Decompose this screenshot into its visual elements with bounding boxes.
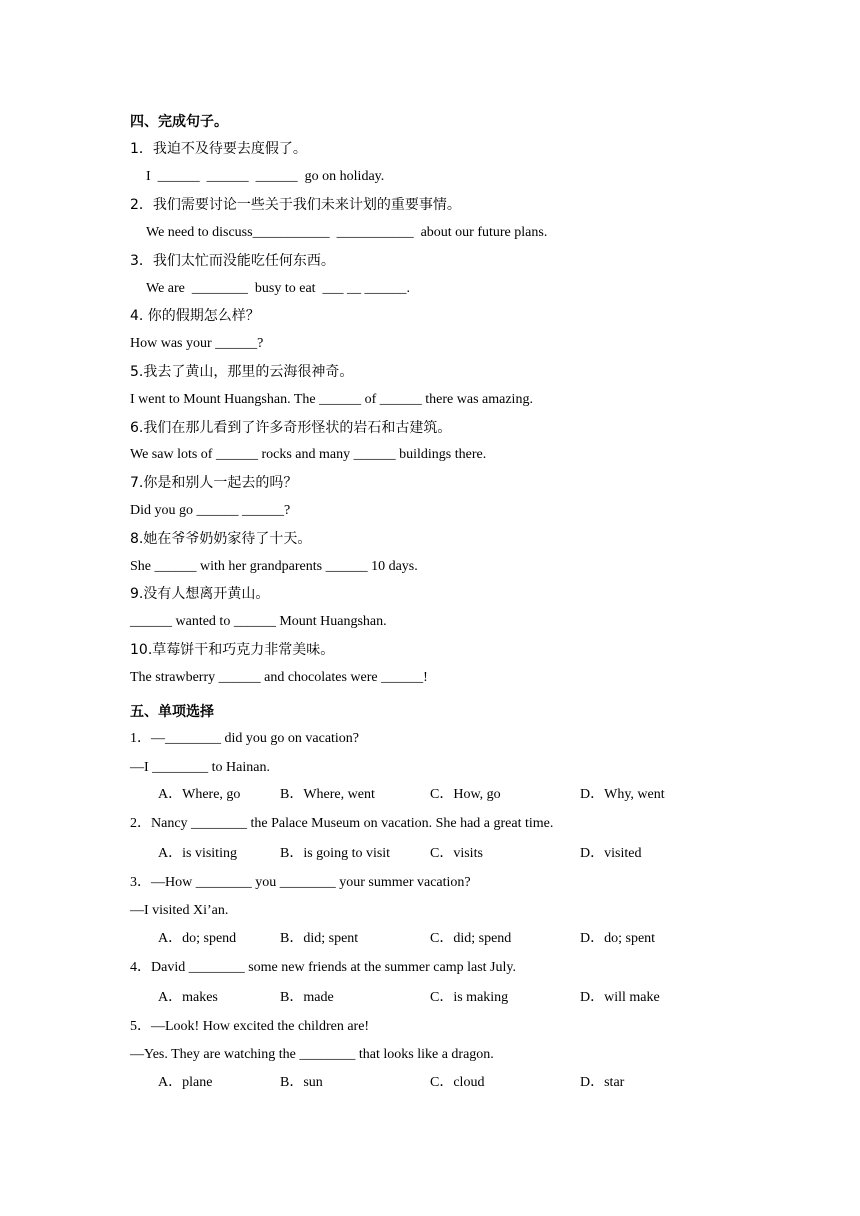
q1-stem: 1．—________ did you go on vacation? bbox=[130, 731, 360, 746]
q2-stem: 2．Nancy ________ the Palace Museum on vacation. She had a great time. bbox=[130, 816, 554, 831]
q3-stem-2: —I visited Xi’an. bbox=[130, 903, 229, 918]
s4-item-5-english: I went to Mount Huangshan. The ______ of ______ there was amazing. bbox=[130, 392, 533, 407]
s4-item-9-english: ______ wanted to ______ Mount Huangshan. bbox=[130, 614, 387, 629]
q4-option-b[interactable]: B．made bbox=[280, 990, 334, 1005]
s4-item-3-chinese: 3．我们太忙而没能吃任何东西。 bbox=[130, 253, 335, 269]
s4-item-5-chinese: 5.我去了黄山，那里的云海很神奇。 bbox=[130, 364, 354, 380]
s4-item-8-chinese: 8.她在爷爷奶奶家待了十天。 bbox=[130, 531, 312, 547]
q4-option-a[interactable]: A．makes bbox=[158, 990, 218, 1005]
q5-option-a[interactable]: A．plane bbox=[158, 1075, 213, 1090]
q5-option-d[interactable]: D．star bbox=[580, 1075, 625, 1090]
q2-option-b[interactable]: B．is going to visit bbox=[280, 846, 391, 861]
q5-option-c[interactable]: C．cloud bbox=[430, 1075, 485, 1090]
q1-stem-2: —I ________ to Hainan. bbox=[130, 760, 270, 775]
s4-item-2-english: We need to discuss___________ ___________ about our future plans. bbox=[146, 225, 548, 240]
s4-item-4-chinese: 4. 你的假期怎么样？ bbox=[130, 308, 260, 324]
q3-option-d[interactable]: D．do; spent bbox=[580, 931, 656, 946]
q3-option-a[interactable]: A．do; spend bbox=[158, 931, 237, 946]
s4-item-6-chinese: 6.我们在那儿看到了许多奇形怪状的岩石和古建筑。 bbox=[130, 420, 452, 436]
q4-option-c[interactable]: C．is making bbox=[430, 990, 509, 1005]
s4-item-1-english: I ______ ______ ______ go on holiday. bbox=[146, 169, 385, 184]
section-5-heading: 五、单项选择 bbox=[130, 704, 214, 720]
s4-item-1-chinese: 1．我迫不及待要去度假了。 bbox=[130, 141, 307, 157]
q1-option-c[interactable]: C．How, go bbox=[430, 787, 501, 802]
q3-option-c[interactable]: C．did; spend bbox=[430, 931, 512, 946]
s4-item-10-english: The strawberry ______ and chocolates were ______! bbox=[130, 670, 428, 685]
section-4-heading: 四、完成句子。 bbox=[130, 114, 228, 130]
s4-item-7-chinese: 7.你是和别人一起去的吗？ bbox=[130, 475, 298, 491]
q1-option-b[interactable]: B．Where, went bbox=[280, 787, 375, 802]
q2-option-a[interactable]: A．is visiting bbox=[158, 846, 237, 861]
s4-item-4-english: How was your ______? bbox=[130, 336, 264, 351]
q2-option-d[interactable]: D．visited bbox=[580, 846, 642, 861]
q1-option-a[interactable]: A．Where, go bbox=[158, 787, 241, 802]
q2-option-c[interactable]: C．visits bbox=[430, 846, 483, 861]
q5-stem: 5．—Look! How excited the children are! bbox=[130, 1019, 370, 1034]
s4-item-6-english: We saw lots of ______ rocks and many ______ buildings there. bbox=[130, 447, 487, 462]
q5-stem-2: —Yes. They are watching the ________ that looks like a dragon. bbox=[130, 1047, 494, 1062]
s4-item-8-english: She ______ with her grandparents ______ 10 days. bbox=[130, 559, 418, 574]
s4-item-7-english: Did you go ______ ______? bbox=[130, 503, 291, 518]
q3-stem: 3．—How ________ you ________ your summer vacation? bbox=[130, 875, 471, 890]
s4-item-10-chinese: 10.草莓饼干和巧克力非常美味。 bbox=[130, 642, 335, 658]
q4-stem: 4．David ________ some new friends at the summer camp last July. bbox=[130, 960, 516, 975]
s4-item-2-chinese: 2．我们需要讨论一些关于我们未来计划的重要事情。 bbox=[130, 197, 461, 213]
s4-item-3-english: We are ________ busy to eat ___ __ ______. bbox=[146, 281, 411, 296]
q4-option-d[interactable]: D．will make bbox=[580, 990, 660, 1005]
s4-item-9-chinese: 9.没有人想离开黄山。 bbox=[130, 586, 270, 602]
q3-option-b[interactable]: B．did; spent bbox=[280, 931, 359, 946]
q5-option-b[interactable]: B．sun bbox=[280, 1075, 323, 1090]
q1-option-d[interactable]: D．Why, went bbox=[580, 787, 665, 802]
